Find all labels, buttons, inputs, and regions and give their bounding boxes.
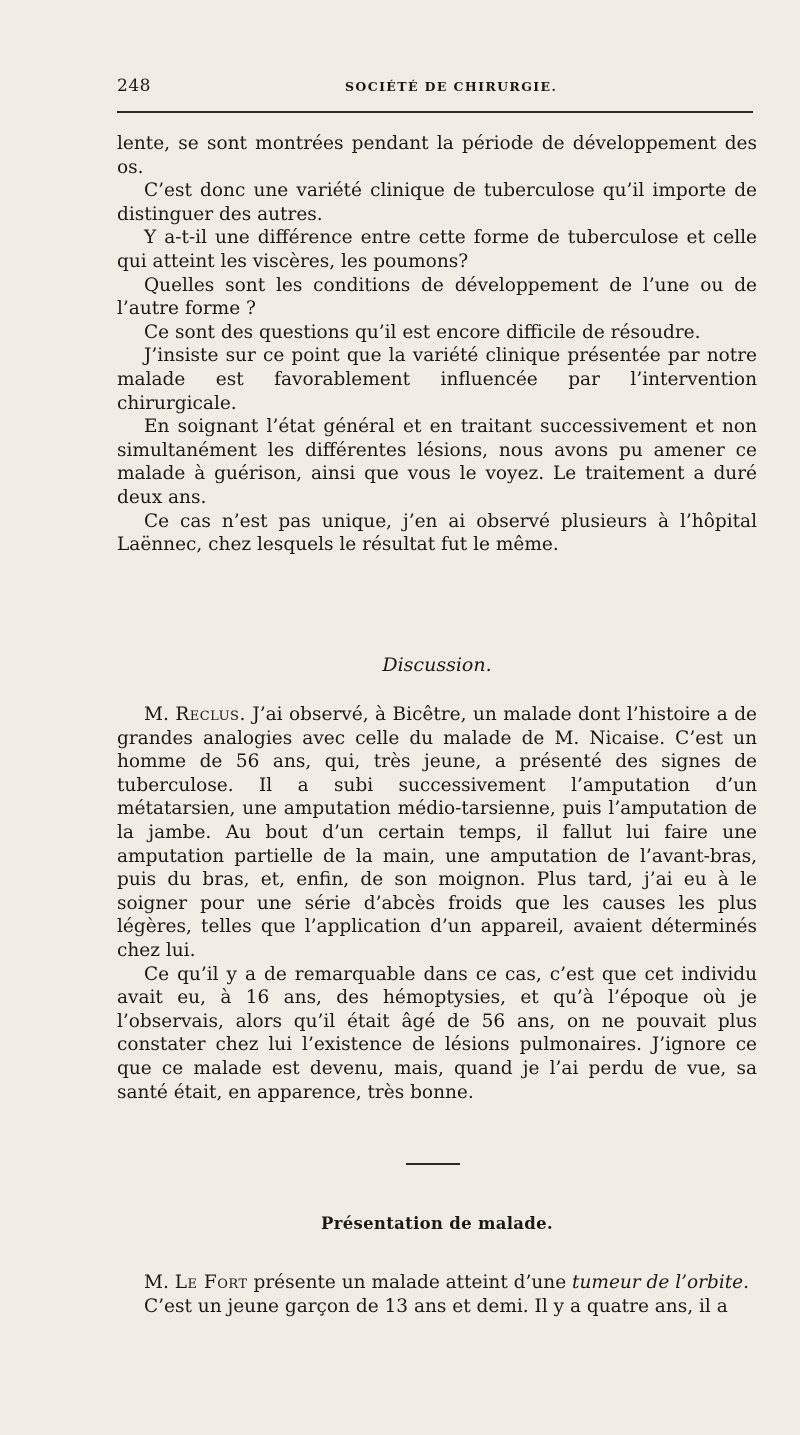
italic-term: tumeur de l’orbite. (572, 1272, 749, 1293)
discussion-heading: Discussion. (382, 654, 492, 676)
paragraph: J’insiste sur ce point que la variété clinique présentée par notre malade est favorablement influencée par l’intervention chirurgicale. (117, 345, 757, 414)
paragraph: Ce cas n’est pas unique, j’en ai observé plusieurs à l’hôpital Laënnec, chez lesquels le résultat fut le même. (117, 510, 757, 556)
speaker-prefix: M. (144, 1272, 169, 1293)
paragraph (117, 703, 757, 963)
paragraph: Y a-t-il une différence entre cette forme de tuberculose et celle qui atteint les viscères, les poumons? (117, 227, 757, 272)
page-header (117, 76, 757, 100)
page-number: 248 (117, 76, 151, 96)
paragraph-text: présente un malade atteint d’une (253, 1272, 567, 1293)
discussion-text (117, 703, 757, 1104)
paragraph: En soignant l’état général et en traitant successivement et non simultanément les différentes lésions, nous avons pu amener ce malade à guérison, ainsi que vous le voyez. Le traitement a duré deux ans. (117, 416, 757, 508)
paragraph-text: J’ai observé, à Bicêtre, un malade dont l’histoire a de grandes analogies avec celle du malade de M. Nicaise. C’est un homme de 56 ans, qui, très jeune, a présenté des signes de tuberculose. Il a subi successivement l’amputation d’un métatarsien, une amputation médio-tarsienne, puis l’amputation de la jambe. Au bout d’un certain temps, il fallut lui faire une amputation partielle de la main, une amputation de l’avant-bras, puis du bras, et, enfin, de son moignon. Plus tard, j’ai eu à le soigner pour une série d’abcès froids que les causes les plus légères, telles que l’application d’un appareil, avaient déterminés chez lui. (117, 704, 757, 961)
body-text (117, 132, 757, 557)
header-rule (117, 111, 753, 113)
paragraph: Ce qu’il y a de remarquable dans ce cas, c’est que cet individu avait eu, à 16 ans, des hémoptysies, et qu’à l’époque où je l’observais, alors qu’il était âgé de 56 ans, on ne pouvait plus constater chez lui l’existence de lésions pulmonaires. J’ignore ce que ce malade est devenu, mais, quand je l’ai perdu de vue, sa santé était, en apparence, très bonne. (117, 963, 757, 1103)
speaker-name: Reclus. (175, 704, 246, 725)
presentation-text (117, 1271, 757, 1319)
paragraph: Ce sont des questions qu’il est encore difficile de résoudre. (144, 321, 701, 343)
paragraph: C’est un jeune garçon de 13 ans et demi. Il y a quatre ans, il a (144, 1296, 728, 1317)
paragraph (117, 1271, 757, 1295)
paragraph: C’est donc une variété clinique de tuberculose qu’il importe de distinguer des autres. (117, 180, 757, 225)
speaker-name: Le Fort (174, 1272, 248, 1293)
paragraph: Quelles sont les conditions de développement de l’une ou de l’autre forme ? (117, 274, 757, 320)
running-head: SOCIÉTÉ DE CHIRURGIE. (345, 79, 558, 94)
section-heading: Présentation de malade. (321, 1214, 553, 1233)
speaker-prefix: M. (144, 704, 169, 725)
section-divider (406, 1163, 460, 1165)
paragraph-continuation: lente, se sont montrées pendant la période de développement des os. (117, 133, 757, 178)
